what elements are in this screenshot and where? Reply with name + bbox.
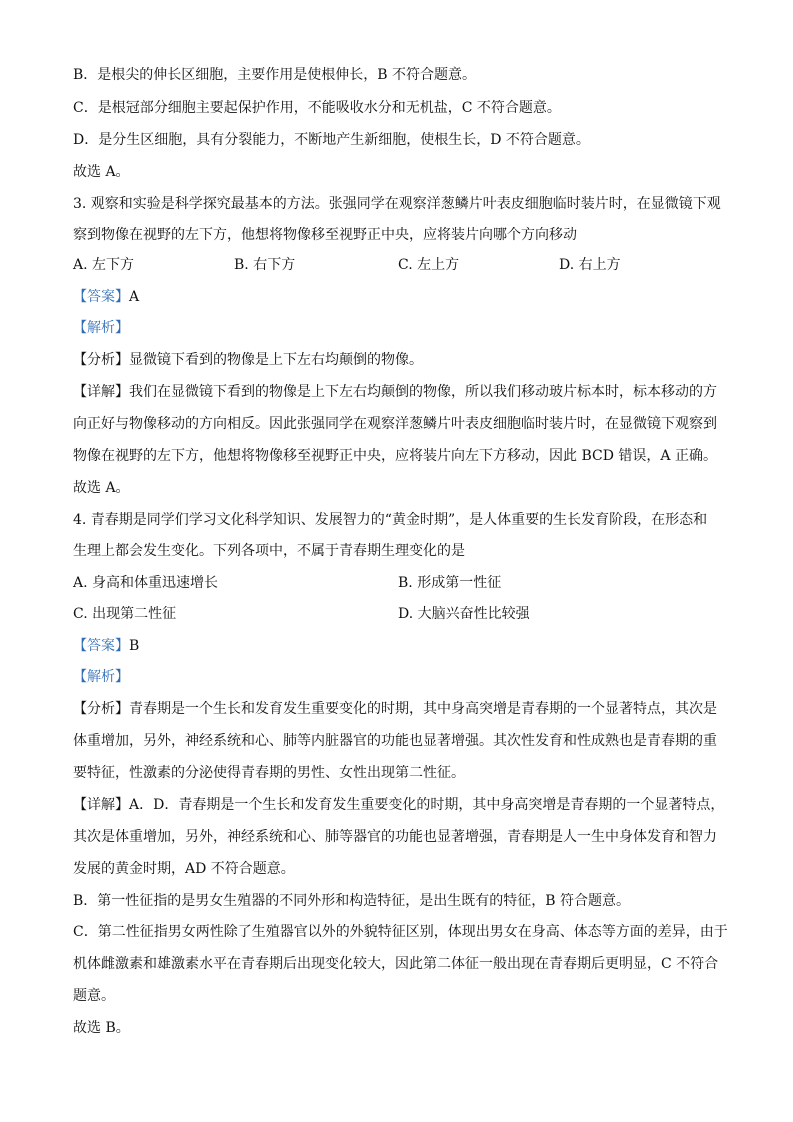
conclusion: 故选 A。 — [73, 480, 130, 496]
xiangjie-text: A．D．青春期是一个生长和发育发生重要变化的时期，其中身高突增是青春期的一个显著特点， — [129, 797, 725, 813]
fenxi-row — [73, 699, 717, 719]
question-3-stem: 察到物像在视野的左下方，他想将物像移至视野正中央，应将装片向哪个方向移动 — [73, 227, 577, 243]
xiangjie-tag: 【详解】 — [73, 384, 129, 400]
analysis-label: 【解析】 — [73, 669, 129, 685]
fenxi-row — [73, 350, 423, 370]
analysis-tag — [73, 318, 129, 338]
text-line: 向正好与物像移动的方向相反。因此张强同学在观察洋葱鳞片叶表皮细胞临时装片时，在显微镜下观察到 — [73, 416, 717, 432]
option-d: D. 大脑兴奋性比较强 — [398, 606, 530, 622]
option-d: D. 右上方 — [559, 257, 621, 273]
text-line: 体重增加，另外，神经系统和心、肺等内脏器官的功能也显著增强。其次性发育和性成熟也是青春期的重 — [73, 733, 717, 749]
xiangjie-tag: 【详解】 — [73, 797, 129, 813]
text-line: 故选 A。 — [73, 164, 130, 180]
question-3-stem: 3. 观察和实验是科学探究最基本的方法。张强同学在观察洋葱鳞片叶表皮细胞临时装片时，在显微镜下观 — [73, 196, 721, 212]
conclusion: 故选 B。 — [73, 1020, 130, 1036]
xiangjie-text: 我们在显微镜下看到的物像是上下左右均颠倒的物像，所以我们移动玻片标本时，标本移动的方 — [129, 384, 717, 400]
xiangjie-row — [73, 382, 717, 402]
text-line: 物像在视野的左下方，他想将物像移至视野正中央，应将装片向左下方移动，因此 BCD 错误，A 正确。 — [73, 448, 717, 464]
option-c: C. 左上方 — [398, 257, 460, 273]
option-c: C. 出现第二性征 — [73, 606, 177, 622]
fenxi-text: 青春期是一个生长和发育发生重要变化的时期，其中身高突增是青春期的一个显著特点，其次是 — [129, 701, 717, 717]
text-line: D．是分生区细胞，具有分裂能力，不断地产生新细胞，使根生长，D 不符合题意。 — [73, 132, 590, 148]
answer-tag: 【答案】 — [73, 289, 129, 305]
answer-value: A — [129, 289, 140, 305]
analysis-tag — [73, 667, 129, 687]
answer-tag: 【答案】 — [73, 638, 129, 654]
text-line: 题意。 — [73, 988, 115, 1004]
question-4-stem: 4. 青春期是同学们学习文化科学知识、发展智力的“黄金时期”，是人体重要的生长发育阶段，在形态和 — [73, 512, 708, 528]
text-line: B．是根尖的伸长区细胞，主要作用是使根伸长，B 不符合题意。 — [73, 67, 477, 83]
answer-row — [73, 636, 139, 656]
question-4-stem: 生理上都会发生变化。下列各项中，不属于青春期生理变化的是 — [73, 543, 465, 559]
fenxi-tag: 【分析】 — [73, 701, 129, 717]
fenxi-text: 显微镜下看到的物像是上下左右均颠倒的物像。 — [129, 352, 423, 368]
text-line: C．是根冠部分细胞主要起保护作用，不能吸收水分和无机盐，C 不符合题意。 — [73, 100, 561, 116]
fenxi-tag: 【分析】 — [73, 352, 129, 368]
option-b: B. 右下方 — [234, 257, 296, 273]
text-line: 机体雌激素和雄激素水平在青春期后出现变化较大，因此第二体征一般出现在青春期后更明显，C 不符合 — [73, 956, 719, 972]
text-line: C．第二性征指男女两性除了生殖器官以外的外貌特征区别，体现出男女在身高、体态等方面的差异，由于 — [73, 924, 728, 940]
text-line: B．第一性征指的是男女生殖器的不同外形和构造特征，是出生既有的特征，B 符合题意。 — [73, 893, 631, 909]
option-a: A. 左下方 — [73, 257, 135, 273]
analysis-label: 【解析】 — [73, 320, 129, 336]
xiangjie-row — [73, 795, 724, 815]
answer-value: B — [129, 638, 140, 654]
text-line: 其次是体重增加，另外，神经系统和心、肺等器官的功能也显著增强，青春期是人一生中身体发育和智力 — [73, 829, 717, 845]
option-a: A. 身高和体重迅速增长 — [73, 575, 219, 591]
option-b: B. 形成第一性征 — [398, 575, 502, 591]
answer-row — [73, 287, 139, 307]
text-line: 要特征，性激素的分泌使得青春期的男性、女性出现第二性征。 — [73, 765, 465, 781]
text-line: 发展的黄金时期，AD 不符合题意。 — [73, 861, 295, 877]
